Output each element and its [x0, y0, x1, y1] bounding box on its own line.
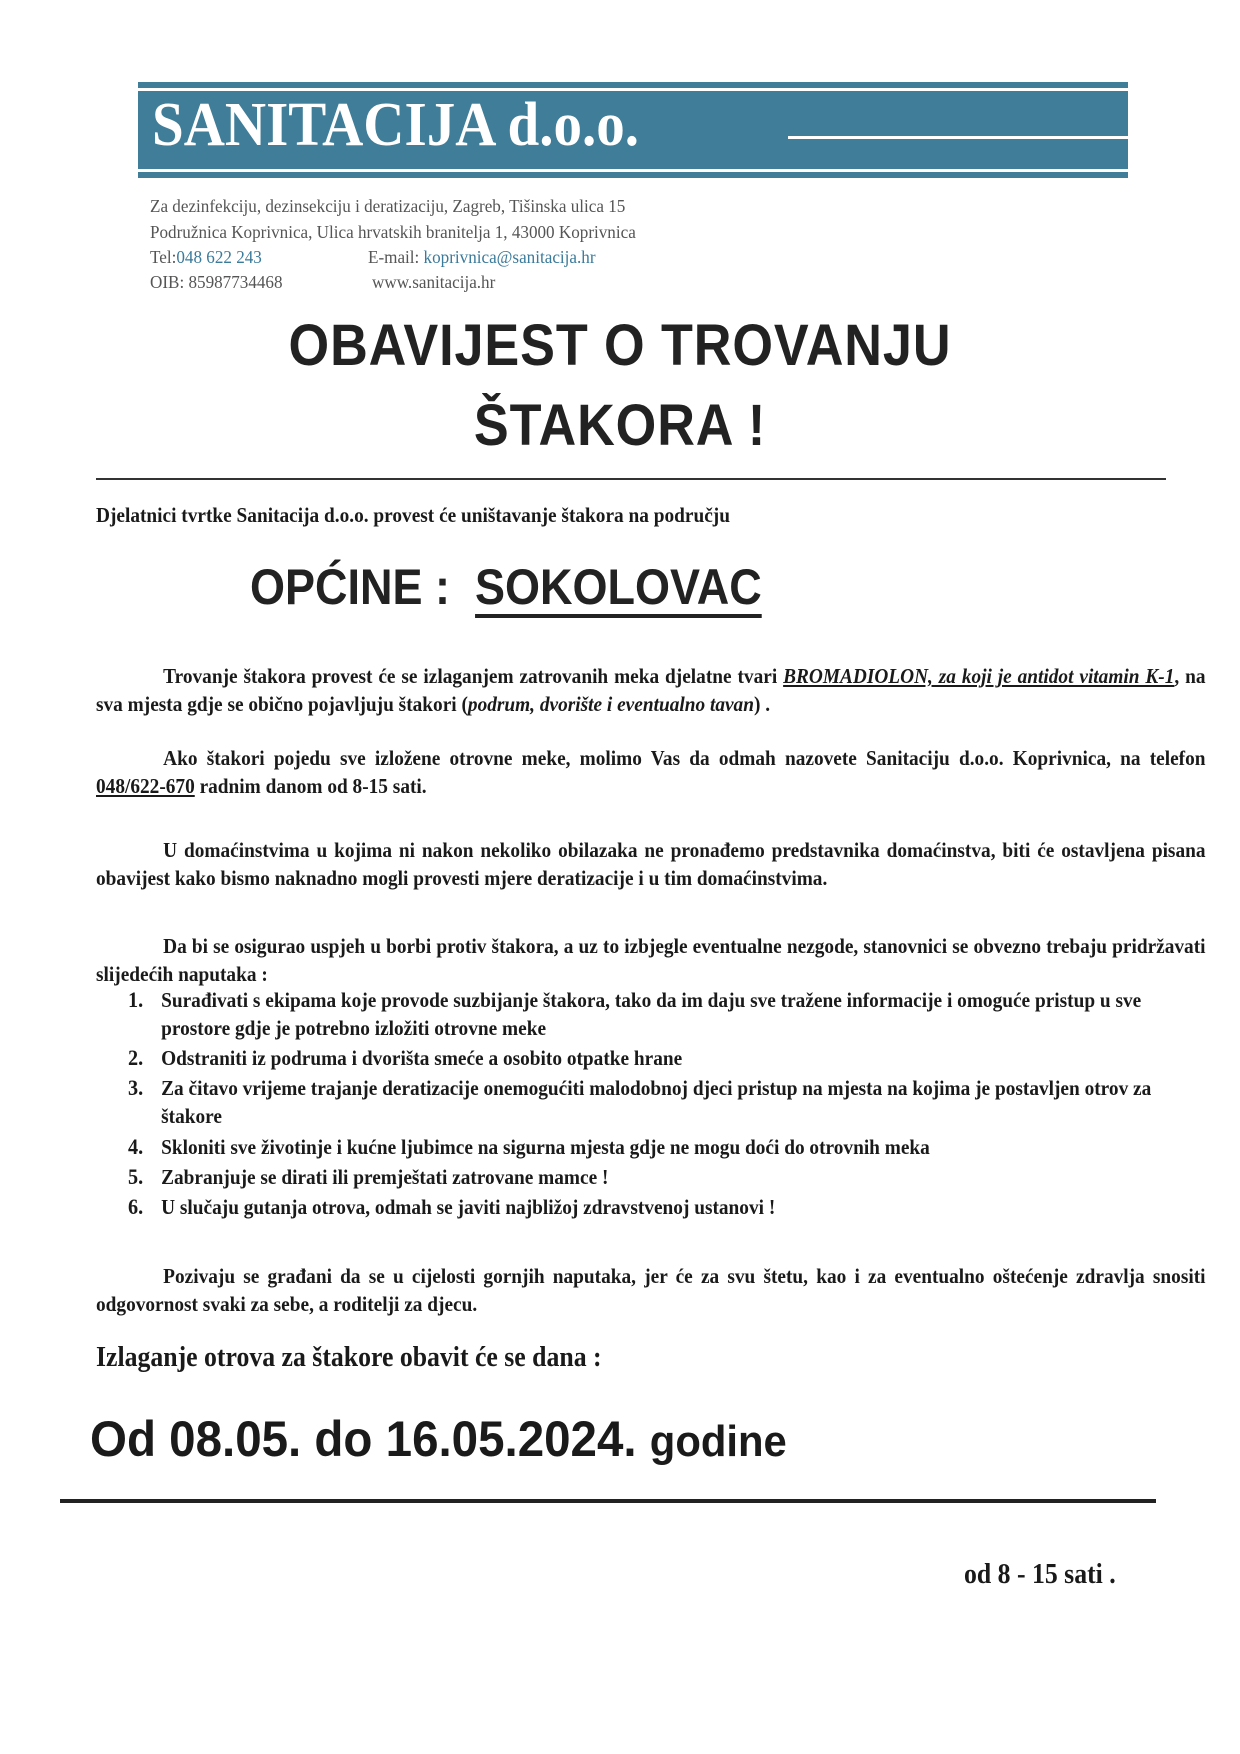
schedule-dates	[90, 1410, 787, 1468]
tel-value: 048 622 243	[176, 247, 262, 267]
company-info-line1: Za dezinfekciju, dezinsekciju i deratizaciju, Zagreb, Tišinska ulica 15	[150, 196, 626, 216]
paragraph-contact	[96, 744, 1206, 800]
instruction-item	[128, 1163, 1168, 1191]
company-banner	[138, 82, 1128, 178]
date-suffix: godine	[649, 1417, 787, 1466]
notice-title-line2: ŠTAKORA !	[473, 393, 767, 458]
instruction-number: 3.	[128, 1075, 144, 1100]
tel-label: Tel:	[150, 247, 177, 267]
company-email	[368, 247, 596, 268]
paragraph-responsibility: Pozivaju se građani da se u cijelosti gornjih naputaka, jer će za svu štetu, kao i za eventualno oštećenje zdravlja snositi odgovornost svaki za sebe, a roditelji za djecu.	[96, 1264, 1206, 1316]
p2-text: Ako štakori pojedu sve izložene otrovne meke, molimo Vas da odmah nazovete Sanitaciju d.o.o. Koprivnica, na telefon	[163, 746, 1206, 770]
instruction-number: 5.	[128, 1164, 144, 1189]
paragraph-poison	[96, 662, 1206, 718]
instruction-number: 4.	[128, 1134, 144, 1159]
municipality-heading	[250, 558, 762, 616]
instruction-item	[128, 1044, 1168, 1072]
instruction-item	[128, 1133, 1168, 1161]
company-info-line2: Podružnica Koprivnica, Ulica hrvatskih branitelja 1, 43000 Koprivnica	[150, 222, 636, 242]
oib-value: 85987734468	[188, 272, 283, 292]
paragraph-households: U domaćinstvima u kojima ni nakon nekoliko obilazaka ne pronađemo predstavnika domaćinstva, biti će ostavljena pisana obavijest kako bismo naknadno mogli provesti mjere deratizacije i u tim domaćinstvima.	[96, 838, 1206, 890]
p2-text-2: radnim danom od 8-15 sati.	[194, 774, 427, 798]
schedule-divider	[60, 1499, 1156, 1503]
schedule-hours: od 8 - 15 sati .	[964, 1559, 1116, 1590]
intro-text: Djelatnici tvrtke Sanitacija d.o.o. provest će uništavanje štakora na području	[96, 503, 730, 527]
p1-text-2: , na sva mjesta gdje se obično pojavljuju štakori (	[96, 664, 1206, 716]
instruction-number: 2.	[128, 1045, 144, 1070]
banner-line	[788, 136, 1128, 139]
p1-text-3: ) .	[753, 692, 771, 716]
instruction-number: 1.	[128, 987, 144, 1012]
banner-stripe-bottom	[138, 169, 1128, 172]
municipality-label: OPĆINE :	[250, 559, 451, 615]
company-oib	[150, 272, 283, 293]
active-substance: BROMADIOLON, za koji je antidot vitamin K-1	[783, 664, 1175, 688]
instruction-number: 6.	[128, 1194, 144, 1219]
email-link[interactable]: koprivnica@sanitacija.hr	[423, 247, 596, 267]
divider	[96, 478, 1166, 480]
company-name: SANITACIJA d.o.o.	[152, 91, 640, 159]
instruction-text: Skloniti sve životinje i kućne ljubimce na sigurna mjesta gdje ne mogu doći do otrovnih meka	[161, 1135, 930, 1159]
instruction-item	[128, 1074, 1168, 1130]
company-tel	[150, 247, 262, 268]
oib-label: OIB:	[150, 272, 185, 292]
instruction-item	[128, 986, 1168, 1042]
instruction-text: U slučaju gutanja otrova, odmah se javiti najbližoj zdravstvenoj ustanovi !	[161, 1195, 776, 1219]
paragraph-instructions-intro: Da bi se osigurao uspjeh u borbi protiv štakora, a uz to izbjegle eventualne nezgode, stanovnici se obvezno trebaju pridržavati slijedećih naputaka :	[96, 934, 1206, 986]
contact-phone[interactable]: 048/622-670	[96, 774, 195, 798]
instruction-item	[128, 1193, 1168, 1221]
instruction-text: Za čitavo vrijeme trajanje deratizacije onemogućiti malodobnoj djeci pristup na mjesta na kojima je postavljen otrov za štakore	[161, 1076, 1152, 1128]
company-web[interactable]: www.sanitacija.hr	[372, 272, 496, 292]
instruction-text: Zabranjuje se dirati ili premještati zatrovane mamce !	[161, 1165, 609, 1189]
municipality-name: SOKOLOVAC	[475, 559, 762, 615]
schedule-label: Izlaganje otrova za štakore obavit će se dana :	[96, 1342, 602, 1373]
date-range: Od 08.05. do 16.05.2024.	[90, 1411, 637, 1467]
locations: podrum, dvorište i eventualno tavan	[467, 692, 754, 716]
email-label: E-mail:	[368, 247, 420, 267]
p1-text: Trovanje štakora provest će se izlaganjem zatrovanih meka djelatne tvari	[163, 664, 784, 688]
instruction-text: Odstraniti iz podruma i dvorišta smeće a osobito otpatke hrane	[161, 1046, 683, 1070]
notice-title-line1: OBAVIJEST O TROVANJU	[288, 313, 952, 378]
instruction-text: Surađivati s ekipama koje provode suzbijanje štakora, tako da im daju sve tražene informacije i omoguće pristup u sve prostore gdje je potrebno izložiti otrovne meke	[161, 988, 1142, 1040]
